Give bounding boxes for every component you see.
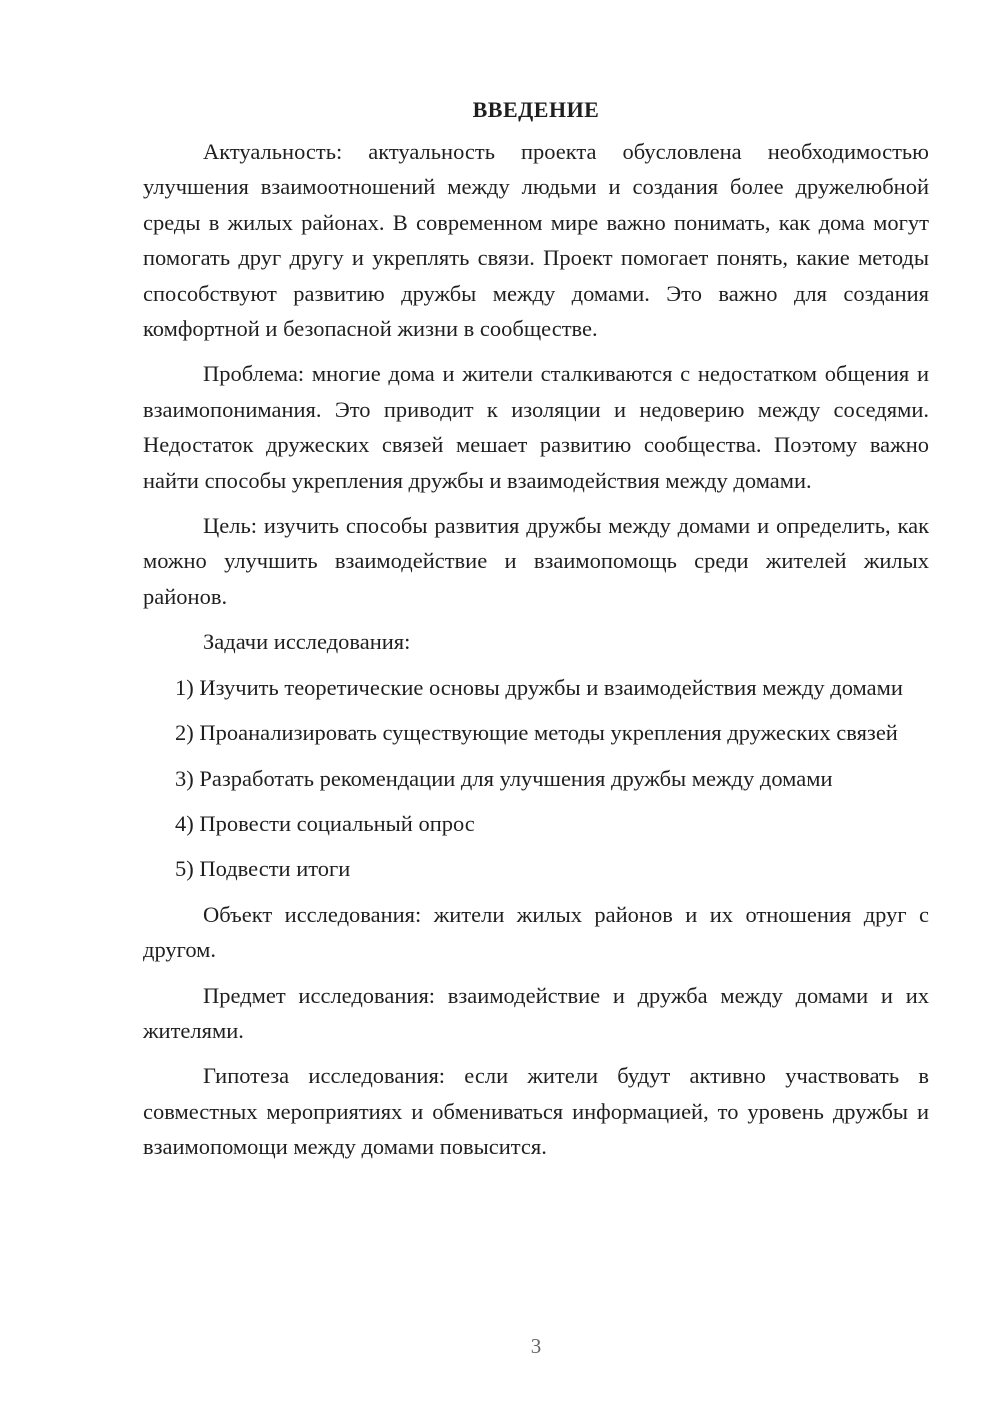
task-item-2: 2) Проанализировать существующие методы укрепления дружеских связей (175, 720, 898, 746)
paragraph-object: Объект исследования: жители жилых районов и их отношения друг с другом. (143, 901, 929, 963)
document-page (143, 96, 929, 1175)
paragraph-tasks-heading: Задачи исследования: (203, 629, 411, 655)
section-title: ВВЕДЕНИЕ (472, 97, 600, 122)
task-item-3: 3) Разработать рекомендации для улучшения дружбы между домами (175, 765, 833, 791)
task-item-1: 1) Изучить теоретические основы дружбы и взаимодействия между домами (175, 674, 903, 700)
paragraph-hypothesis: Гипотеза исследования: если жители будут активно участвовать в совместных мероприятиях и обмениваться информацией, то уровень дружбы и взаимопомощи между домами повысится. (143, 1063, 929, 1160)
task-item-4: 4) Провести социальный опрос (175, 810, 475, 836)
paragraph-subject: Предмет исследования: взаимодействие и дружба между домами и их жителями. (143, 982, 929, 1043)
task-item-5: 5) Подвести итоги (175, 856, 351, 882)
paragraph-goal: Цель: изучить способы развития дружбы между домами и определить, как можно улучшить взаимодействие и взаимопомощь среди жителей жилых районов. (143, 513, 929, 609)
page-number: 3 (530, 1334, 542, 1358)
paragraph-relevance: Актуальность: актуальность проекта обусловлена необходимостью улучшения взаимоотношений между людьми и создания более дружелюбной среды в жилых районах. В современном мире важно понимать, как дома могут помогать друг другу и укреплять связи. Проект помогает понять, какие методы способствуют развитию дружбы между домами. Это важно для создания комфортной и безопасной жизни в сообществе. (143, 139, 929, 342)
paragraph-problem: Проблема: многие дома и жители сталкиваются с недостатком общения и взаимопонимания. Это приводит к изоляции и недоверию между соседями. Недостаток дружеских связей мешает развитию сообщества. Поэтому важно найти способы укрепления дружбы и взаимодействия между домами. (143, 361, 929, 493)
